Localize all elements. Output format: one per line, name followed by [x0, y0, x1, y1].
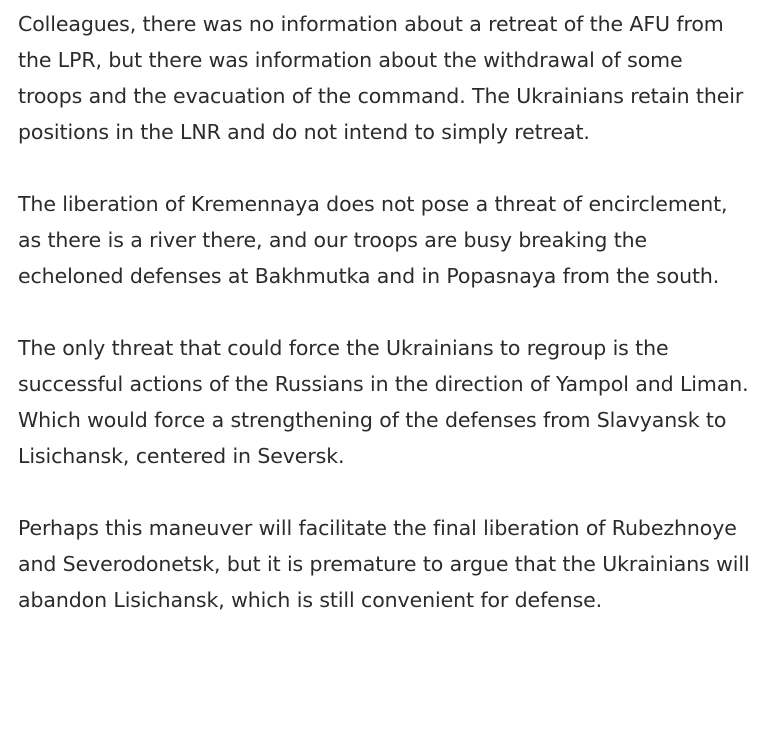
paragraph-4: Perhaps this maneuver will facilitate the final liberation of Rubezhnoye and Severodonetsk, but it is premature to argue that the Ukrainians will abandon Lisichansk, which is still convenient for defense. [18, 516, 750, 612]
paragraph-1: Colleagues, there was no information about a retreat of the AFU from the LPR, but there was information about the withdrawal of some troops and the evacuation of the command. The Ukrainians retain their positions in the LNR and do not intend to simply retreat. [18, 12, 744, 144]
paragraph-2: The liberation of Kremennaya does not pose a threat of encirclement, as there is a river there, and our troops are busy breaking the echeloned defenses at Bakhmutka and in Popasnaya from the south. [18, 192, 728, 288]
paragraph-3: The only threat that could force the Ukrainians to regroup is the successful actions of the Russians in the direction of Yampol and Liman. Which would force a strengthening of the defenses from Slavyansk to Lisichansk, centered in Seversk. [18, 336, 749, 468]
